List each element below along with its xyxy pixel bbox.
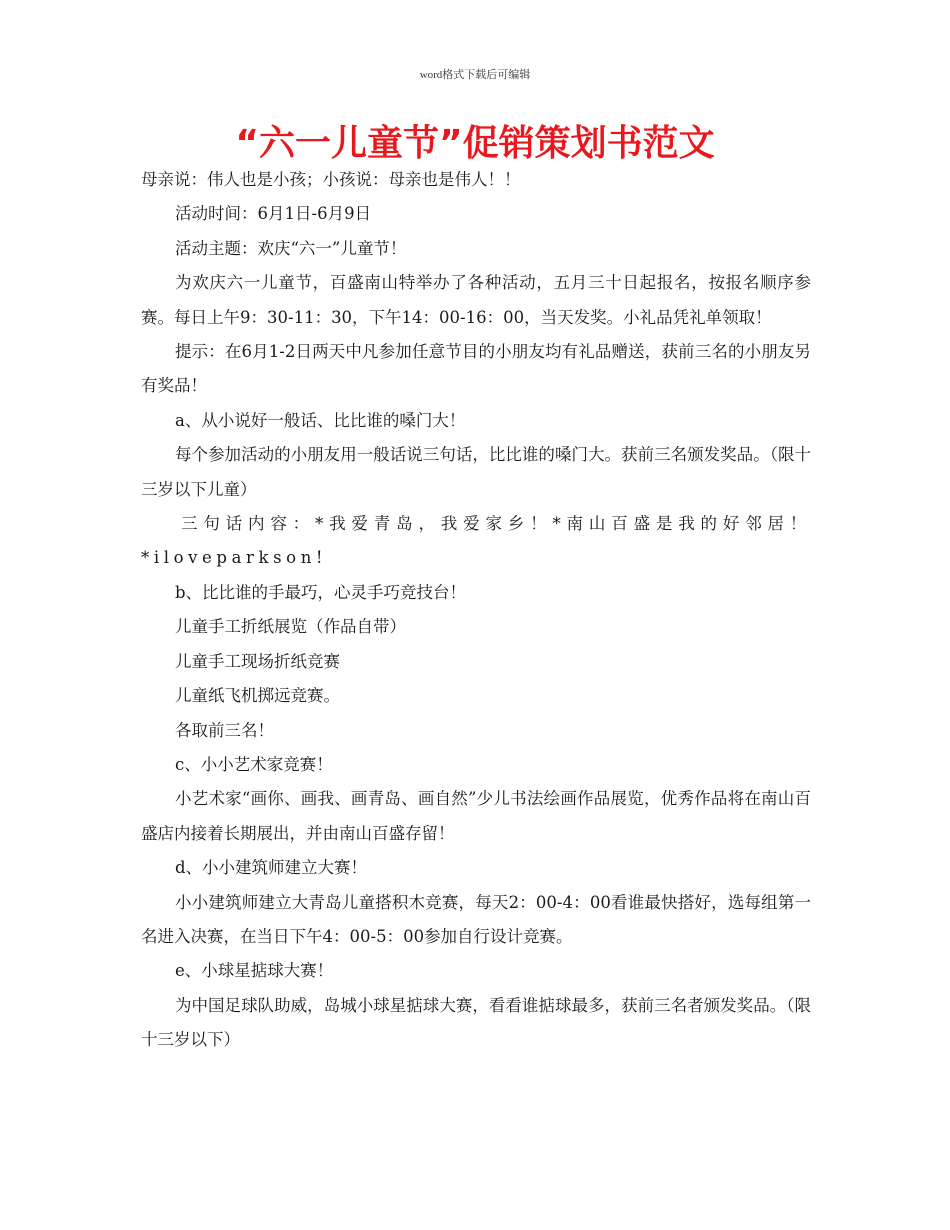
document-body	[141, 163, 811, 1058]
list-item-origami-exhibition: 儿童手工折纸展览（作品自带）	[175, 617, 406, 637]
paragraph-section-e: 为中国足球队助威，岛城小球星掂球大赛，看看谁掂球最多，获前三名者颁发奖品。（限十三岁以下）	[141, 995, 811, 1050]
paragraph-section-a: 每个参加活动的小朋友用一般话说三句话，比比谁的嗓门大。获前三名颁发奖品。（限十三岁以下儿童）	[141, 445, 811, 499]
paragraph-activity-theme: 活动主题：欢庆“六一”儿童节！	[175, 238, 407, 258]
section-heading-d: d、小小建筑师建立大赛！	[175, 858, 368, 878]
paragraph-tip: 提示：在6月1-2日两天中凡参加任意节目的小朋友均有礼品赠送，获前三名的小朋友另有奖品！	[141, 342, 811, 396]
paragraph-overview: 为欢庆六一儿童节，百盛南山特举办了各种活动，五月三十日起报名，按报名顺序参赛。每日上午9：30-11：30，下午14：00-16：00，当天发奖。小礼品凭礼单领取！	[141, 273, 811, 327]
paragraph-top-three: 各取前三名！	[175, 720, 274, 740]
header-note: word格式下载后可编辑	[419, 69, 531, 81]
section-heading-a: a、从小说好一般话、比比谁的嗓门大！	[175, 410, 466, 430]
section-heading-c: c、小小艺术家竞赛！	[175, 754, 333, 774]
section-heading-b: b、比比谁的手最巧，心灵手巧竞技台！	[175, 582, 467, 602]
paragraph-activity-time: 活动时间：6月1日-6月9日	[175, 204, 372, 224]
document-title: “六一儿童节”促销策划书范文	[235, 123, 715, 164]
list-item-paper-plane-contest: 儿童纸飞机掷远竞赛。	[175, 686, 340, 706]
paragraph-intro: 母亲说：伟人也是小孩；小孩说：母亲也是伟人！！	[141, 170, 521, 189]
paragraph-three-sentences: 三句话内容：*我爱青岛，我爱家乡！*南山百盛是我的好邻居！*iloveparkson!	[141, 514, 811, 568]
section-heading-e: e、小球星掂球大赛！	[175, 961, 334, 981]
list-item-origami-contest: 儿童手工现场折纸竞赛	[175, 651, 340, 671]
paragraph-section-d: 小小建筑师建立大青岛儿童搭积木竞赛，每天2：00-4：00看谁最快搭好，选每组第一名进入决赛，在当日下午4：00-5：00参加自行设计竞赛。	[141, 892, 811, 946]
paragraph-section-c: 小艺术家“画你、画我、画青岛、画自然”少儿书法绘画作品展览，优秀作品将在南山百盛店内接着长期展出，并由南山百盛存留！	[141, 789, 811, 843]
